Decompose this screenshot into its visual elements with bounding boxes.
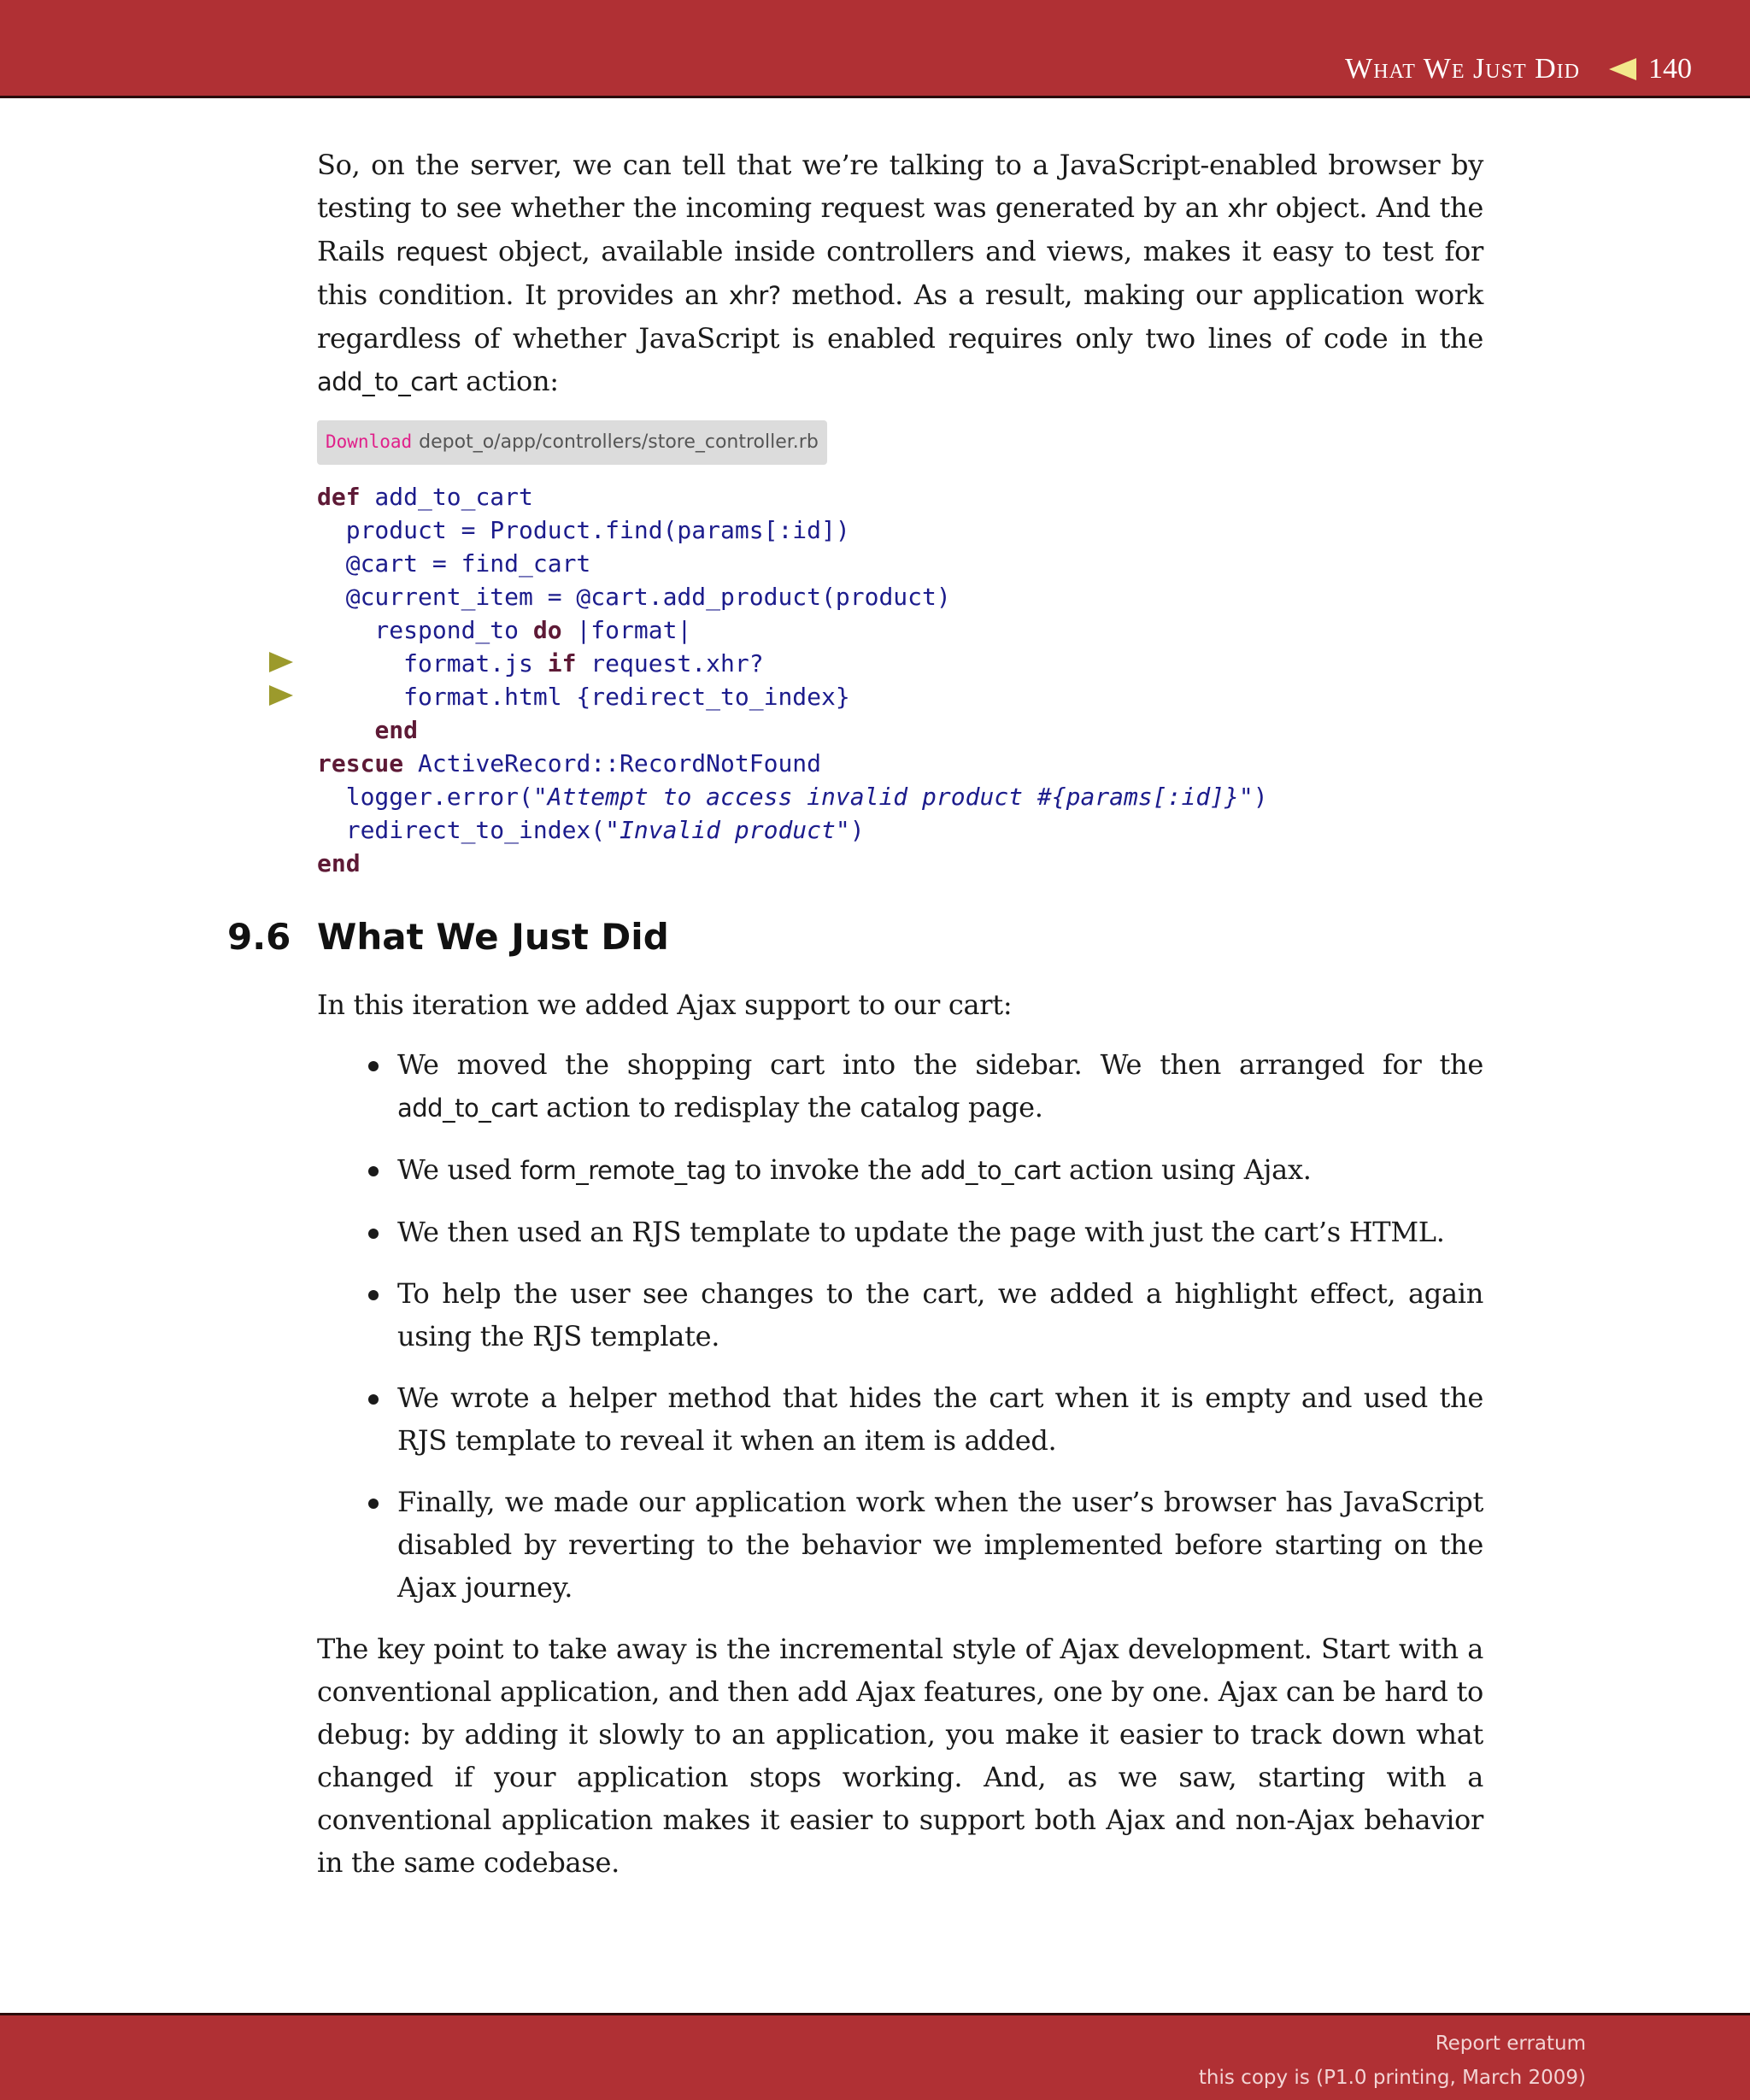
list-item: We moved the shopping cart into the sidebar. We then arranged for the add_to_cart action to redisplay the catalog page. [317, 1043, 1483, 1129]
code-line-changed: format.html {redirect_to_index} [317, 680, 1483, 713]
summary-list [317, 1043, 1483, 1609]
list-item: To help the user see changes to the cart, we added a highlight effect, again using the RJS template. [317, 1272, 1483, 1358]
download-link[interactable]: Download [326, 431, 413, 452]
header-nav [1345, 53, 1692, 85]
change-marker-icon [269, 685, 293, 706]
code-line: end [374, 716, 419, 744]
inline-code: form_remote_tag [520, 1156, 726, 1185]
list-item: Finally, we made our application work when the user’s browser has JavaScript disabled by reverting to the behavior we implemented before starting on the Ajax journey. [317, 1481, 1483, 1609]
section-heading [227, 916, 669, 958]
intro-text-3: object, available inside controllers and views, makes it easy to test for this condition. It provides an [317, 235, 1483, 311]
section-number: 9.6 [227, 916, 291, 958]
code-line: respond_to do |format| [317, 616, 692, 644]
inline-code-xhr-method: xhr? [728, 281, 781, 310]
inline-code-add-to-cart: add_to_cart [317, 367, 458, 396]
page-footer [0, 2013, 1750, 2100]
bullet-icon [368, 1229, 379, 1239]
list-item: We then used an RJS template to update the page with just the cart’s HTML. [317, 1211, 1483, 1253]
bullet-icon [368, 1290, 379, 1300]
code-line: @cart = find_cart [317, 549, 591, 578]
bullet-icon [368, 1499, 379, 1509]
change-marker-icon [269, 652, 293, 672]
header-title-link[interactable]: What We Just Did [1345, 53, 1580, 85]
back-arrow-icon[interactable] [1609, 58, 1636, 80]
code-line: def add_to_cart [317, 483, 533, 511]
lead-paragraph: In this iteration we added Ajax support to our cart: [317, 988, 1013, 1021]
inline-code: add_to_cart [397, 1094, 538, 1123]
code-line-changed: format.js if request.xhr? [317, 647, 1483, 680]
intro-text-1: So, on the server, we can tell that we’re talking to a JavaScript-enabled browser by testing to see whether the incoming request was generated by an [317, 149, 1483, 224]
download-bar[interactable] [317, 420, 827, 465]
main-content-top [317, 144, 1483, 880]
intro-text-2: object. And the Rails [317, 191, 1484, 267]
bullet-icon [368, 1166, 379, 1176]
intro-text-5: action: [457, 365, 559, 397]
list-item: We used form_remote_tag to invoke the add_to_cart action using Ajax. [317, 1148, 1483, 1192]
code-line: logger.error("Attempt to access invalid product #{params[:id]}") [317, 783, 1268, 811]
copy-notice: this copy is (P1.0 printing, March 2009) [1198, 2067, 1586, 2089]
bullet-icon [368, 1394, 379, 1405]
page-number: 140 [1648, 53, 1692, 85]
section-title: What We Just Did [317, 916, 669, 958]
inline-code-request: request [396, 238, 488, 267]
main-content-bottom [317, 983, 1483, 1884]
code-line: end [317, 849, 361, 877]
report-erratum-link[interactable]: Report erratum [1435, 2033, 1586, 2055]
list-item: We wrote a helper method that hides the cart when it is empty and used the RJS template to reveal it when an item is added. [317, 1376, 1483, 1462]
intro-text-4: method. As a result, making our application work regardless of whether JavaScript is enabled requires only two lines of code in the [317, 279, 1483, 355]
code-line: @current_item = @cart.add_product(product) [317, 583, 951, 611]
intro-paragraph [317, 144, 1483, 403]
inline-code-xhr: xhr [1227, 194, 1267, 223]
code-line: redirect_to_index("Invalid product") [317, 816, 865, 844]
download-path: depot_o/app/controllers/store_controller.rb [419, 431, 819, 453]
code-line: rescue ActiveRecord::RecordNotFound [317, 749, 822, 777]
bullet-icon [368, 1061, 379, 1071]
inline-code: add_to_cart [919, 1156, 1061, 1185]
page-header [0, 0, 1750, 98]
code-listing [317, 480, 1483, 880]
closing-paragraph: The key point to take away is the incremental style of Ajax development. Start with a conventional application, and then add Ajax features, one by one. Ajax can be hard to debug: by adding it slowly to an application, you make it easier to track down what changed if your application stops working. And, as we saw, starting with a conventional application makes it easier to support both Ajax and non-Ajax behavior in the same codebase. [317, 1633, 1483, 1879]
code-line: product = Product.find(params[:id]) [317, 516, 850, 544]
